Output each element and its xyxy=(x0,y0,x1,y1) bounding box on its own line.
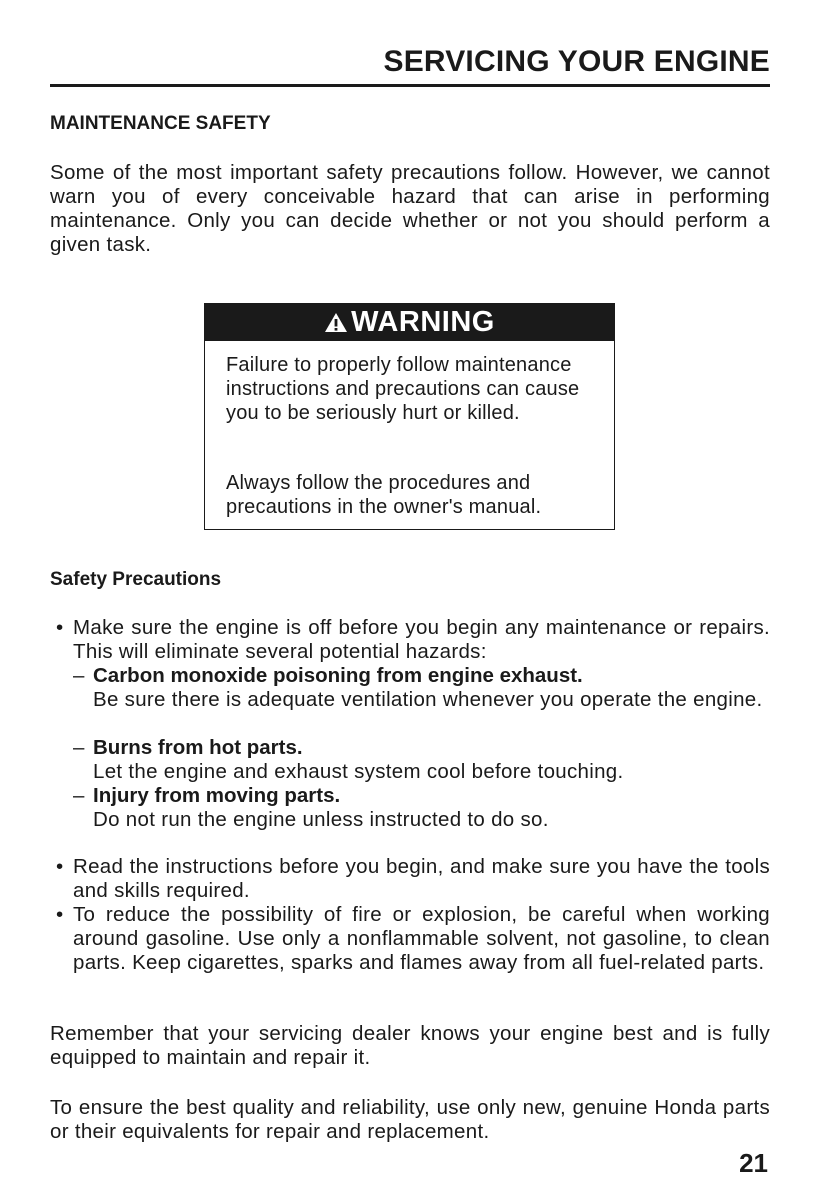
page-number: 21 xyxy=(739,1148,768,1178)
bullet-icon: • xyxy=(56,855,64,878)
warning-text: Always follow the procedures and precautions in the owner's manual. xyxy=(226,472,542,518)
list-item-text: Read the instructions before you begin, and make sure you have the tools and skills required. xyxy=(73,855,770,902)
dash-icon: – xyxy=(73,664,85,687)
dash-icon: – xyxy=(73,736,85,759)
bullet-icon: • xyxy=(56,903,64,926)
dash-icon: – xyxy=(73,784,85,807)
warning-header xyxy=(205,303,614,341)
list-item-text: To reduce the possibility of fire or explosion, be careful when working around gasoline. Use only a nonflammable solvent, not gasoline, to clean parts. Keep cigarettes, sparks and flames away from all fuel-related parts. xyxy=(73,903,770,974)
bullet-icon: • xyxy=(56,616,64,639)
warning-label: WARNING xyxy=(351,305,495,338)
safety-precautions-heading: Safety Precautions xyxy=(50,569,222,590)
page-title: SERVICING YOUR ENGINE xyxy=(383,45,770,78)
closing-paragraph: To ensure the best quality and reliability, use only new, genuine Honda parts or their equivalents for repair and replacement. xyxy=(50,1096,770,1143)
closing-paragraph: Remember that your servicing dealer knows your engine best and is fully equipped to maintain and repair it. xyxy=(50,1022,770,1069)
hazard-text: Do not run the engine unless instructed to do so. xyxy=(93,808,549,831)
hazard-title: Injury from moving parts. xyxy=(93,784,341,807)
list-item-text: Make sure the engine is off before you begin any maintenance or repairs. This will eliminate several potential hazards: xyxy=(73,616,770,663)
hazard-title: Carbon monoxide poisoning from engine exhaust. xyxy=(93,664,583,687)
hazard-title: Burns from hot parts. xyxy=(93,736,303,759)
section-heading: MAINTENANCE SAFETY xyxy=(50,113,271,134)
title-rule xyxy=(50,84,770,87)
warning-triangle-icon xyxy=(324,312,348,333)
hazard-text: Let the engine and exhaust system cool before touching. xyxy=(93,760,624,783)
warning-box xyxy=(204,303,615,530)
intro-paragraph: Some of the most important safety precautions follow. However, we cannot warn you of every conceivable hazard that can arise in performing maintenance. Only you can decide whether or not you should perform a given task. xyxy=(50,161,770,256)
hazard-text: Be sure there is adequate ventilation whenever you operate the engine. xyxy=(93,688,763,711)
warning-text: Failure to properly follow maintenance instructions and precautions can cause you to be seriously hurt or killed. xyxy=(226,354,580,424)
